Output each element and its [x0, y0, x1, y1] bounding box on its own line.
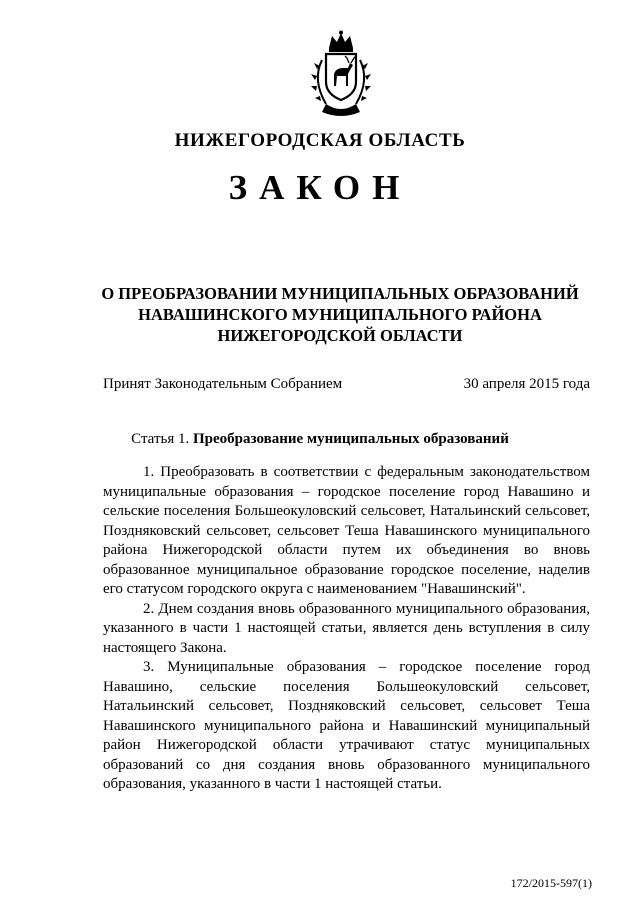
- coat-of-arms-icon: [296, 30, 386, 118]
- adoption-date: 30 апреля 2015 года: [463, 376, 590, 392]
- article-heading: [0, 429, 640, 449]
- paragraph: 1. Преобразовать в соответствии с федеральным законодательством муниципальные образования – городское поселение город Навашино и сельские поселения Большеокуловский сельсовет, Натальинский сельсовет, Поздняковский сельсовет, сельсовет Теша Навашинского муниципального района Нижегородской области путем их объединения во вновь образованное муниципальное образование городское поселение, наделив его статусом городского округа с наименованием "Навашинский".: [103, 464, 590, 597]
- law-title: [80, 283, 600, 346]
- document-type-title: ЗАКОН: [228, 168, 412, 207]
- region-name: НИЖЕГОРОДСКАЯ ОБЛАСТЬ: [174, 130, 466, 151]
- law-title-line: НАВАШИНСКОГО МУНИЦИПАЛЬНОГО РАЙОНА: [138, 305, 542, 324]
- document-code: 172/2015-597(1): [510, 876, 592, 890]
- law-title-line: О ПРЕОБРАЗОВАНИИ МУНИЦИПАЛЬНЫХ ОБРАЗОВАНИЙ: [101, 284, 579, 303]
- article-number: Статья 1.: [131, 431, 190, 447]
- article-body: [103, 463, 590, 795]
- adopted-by: Принят Законодательным Собранием: [103, 376, 343, 392]
- article-heading-text: Преобразование муниципальных образований: [193, 431, 509, 447]
- adoption-line: [103, 374, 590, 394]
- law-title-line: НИЖЕГОРОДСКОЙ ОБЛАСТИ: [217, 326, 463, 345]
- paragraph: 2. Днем создания вновь образованного муниципального образования, указанного в части 1 настоящей статьи, является день вступления в силу настоящего Закона.: [103, 600, 590, 656]
- paragraph: 3. Муниципальные образования – городское поселение город Навашино, сельские поселения Большеокуловский сельсовет, Натальинский сельсовет, Поздняковский сельсовет, сельсовет Теша Навашинского муниципального района и Навашинский муниципальный район Нижегородской области утрачивают статус муниципальных образований со дня создания вновь образованного муниципального образования, указанного в части 1 настоящей статьи.: [103, 659, 590, 792]
